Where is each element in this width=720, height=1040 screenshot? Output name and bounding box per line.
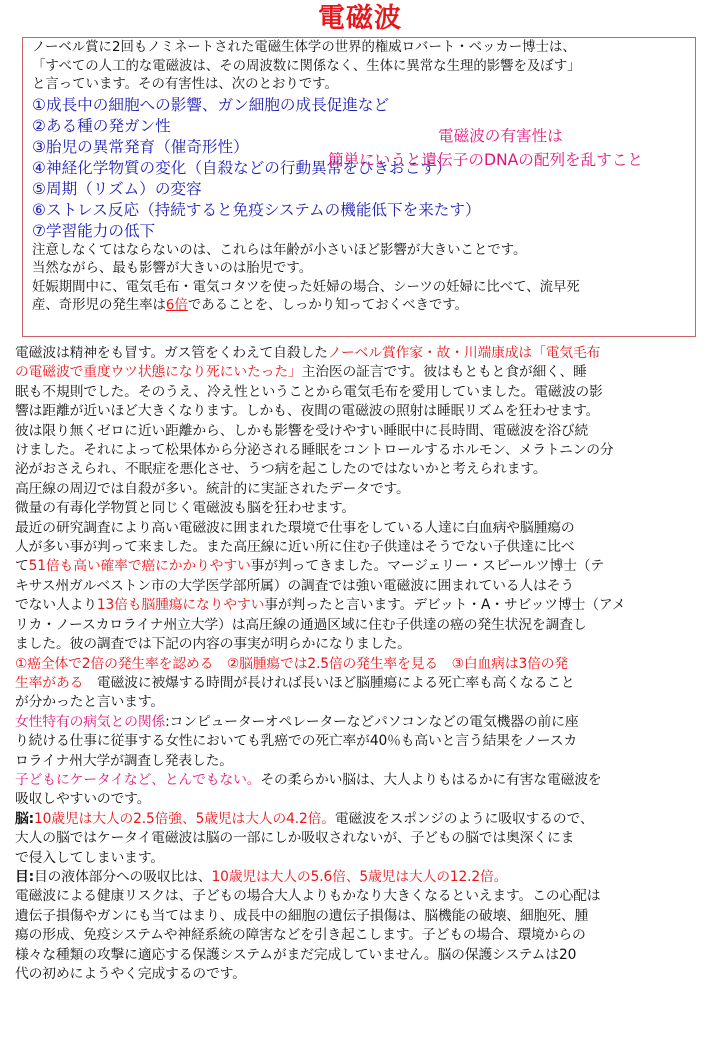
body-line: 彼は限り無くゼロに近い距離から、しかも影響を受けやすい睡眠中に長時間、電磁波を浴び続: [15, 422, 589, 439]
body-line: [15, 713, 713, 732]
body-text: その柔らかい脳は、大人よりもはるかに有害な電磁波を: [260, 771, 602, 788]
body-line: 高圧線の周辺では自殺が多い。統計的に実証されたデータです。: [15, 480, 410, 497]
body-line: 最近の研究調査により高い電磁波に囲まれた環境で仕事をしている人達に白血病や脳腫瘍の: [15, 519, 575, 536]
highlight-text: 10歳児は大人の2.5倍強、5歳児は大人の4.2倍。: [34, 810, 335, 827]
article-body: [15, 344, 713, 984]
body-line: で侵入してしまいます。: [15, 849, 165, 866]
section-heading: 女性特有の病気との関係: [15, 713, 166, 730]
body-line: が分かったと言います。: [15, 694, 165, 711]
body-line: 代の初めにようやく完成するのです。: [15, 966, 246, 982]
pregnancy-text: 産、奇形児の発生率は: [32, 298, 166, 313]
body-line: 微量の有毒化学物質と同じく電磁波も脳を狂わせます。: [15, 500, 356, 517]
body-line: 瘍の形成、免疫システムや神経系統の障害などを引き起こします。子どもの場合、環境からの: [15, 927, 586, 944]
intro-line: ノーベル賞に2回もノミネートされた電磁生体学の世界的権威ロバート・ベッカー博士は、: [32, 40, 576, 55]
body-line: 眠も不規則でした。そのうえ、冷え性ということから電気毛布を愛用していました。電磁波の影: [15, 383, 603, 400]
body-text: 主治医の証言です。彼はもともと食が細く、睡: [301, 364, 587, 381]
body-line: [15, 363, 713, 382]
body-line: けました。それによって松果体から分泌される睡眠をコントロールするホルモン、メラトニンの分: [15, 442, 614, 459]
intro-line: と言っています。その有害性は、次のとおりです。: [32, 77, 338, 92]
highlight-text: ノーベル賞作家・故・川端康成は「電気毛布: [327, 345, 601, 361]
section-label: 目:: [15, 868, 35, 885]
highlight-text: 10歳児は大人の5.6倍、5歳児は大人の12.2倍。: [211, 868, 508, 885]
body-text: 事が判ってきました。マージェリー・スピールツ博士（テ: [250, 558, 605, 575]
body-line: 大人の脳ではケータイ電磁波は脳の一部にしか吸収されないが、子どもの脳では奥深くにま: [15, 830, 575, 847]
body-line: [15, 868, 713, 887]
findings-line: ①癌全体で2倍の発生率を認める ②脳腫瘍では2.5倍の発生率を見る ③白血病は3倍の発: [15, 655, 569, 672]
harm-note-line1: 電磁波の有害性は: [438, 127, 563, 145]
body-line: [15, 344, 713, 363]
intro-line: 「すべての人工的な電磁波は、その周波数に関係なく、生体に異常な生理的影響を及ぼす」: [32, 58, 581, 74]
pregnancy-line: [32, 297, 687, 316]
page-title: 電磁波: [318, 3, 402, 34]
section-label: 脳:: [15, 810, 35, 827]
body-line: 響は距離が近いほど大きくなります。しかも、夜間の電磁波の照射は睡眠リズムを狂わせます。: [15, 403, 600, 420]
body-text: 事が判ったと言います。デビット・A・サビッツ博士（アメ: [264, 597, 626, 614]
body-text: でない人より: [15, 597, 97, 614]
body-line: [15, 674, 713, 693]
highlight-text: 51倍も高い確率で癌にかかりやすい: [28, 558, 251, 575]
harm-item: ②ある種の発ガン性: [32, 116, 171, 135]
harm-item: ③胎児の異常発育（催奇形性）: [32, 137, 249, 156]
harm-item: ④神経化学物質の変化（自殺などの行動異常をひきおこす）: [32, 158, 452, 177]
body-line: リカ・ノースカロライナ州立大学）は高圧線の通過区域に住む子供達の癌の発生状況を調査し: [15, 616, 587, 633]
body-line: ロライナ州大学が調査し発表した。: [15, 752, 233, 769]
body-line: 遺伝子損傷やガンにも当てはまり、成長中の細胞の遺伝子損傷は、脳機能の破壊、細胞死、腫: [15, 907, 589, 924]
body-line: 人が多い事が判って来ました。また高圧線に近い所に住む子供達はそうでない子供達に比べ: [15, 539, 575, 556]
summary-box: [22, 37, 696, 337]
body-line: [15, 771, 713, 790]
body-line: 吸収しやすいのです。: [15, 791, 151, 808]
highlight-text: の電磁波で重度ウツ状態になり死にいたった」: [15, 364, 302, 381]
body-line: 泌がおさえられ、不眠症を悪化させ、うつ病を起こしたのではないかと考えられます。: [15, 461, 547, 478]
pregnancy-text: であることを、しっかり知っておくべきです。: [187, 298, 468, 313]
body-text: 電磁波に被爆する時間が長ければ長いほど脳腫瘍による死亡率も高くなること: [83, 674, 575, 691]
harm-item: ⑤周期（リズム）の変容: [32, 179, 202, 198]
section-heading: 子どもにケータイなど、とんでもない。: [15, 771, 261, 788]
highlight-text: 生率がある: [15, 674, 84, 691]
body-text: 電磁波をスポンジのように吸収するので、: [334, 810, 594, 827]
highlight-text: 13倍も脳腫瘍になりやすい: [96, 597, 265, 614]
body-line: [15, 596, 713, 615]
body-text: :コンピューターオペレーターなどパソコンなどの電気機器の前に座: [165, 713, 579, 730]
harm-note-line2: 簡単にいうと遺伝子のDNAの配列を乱すこと: [328, 151, 644, 169]
body-line: キサス州ガルベストン市の大学医学部所属）の調査では強い電磁波に囲まれている人はそう: [15, 577, 574, 594]
harm-item: ⑦学習能力の低下: [32, 221, 156, 240]
body-line: [15, 810, 713, 829]
body-line: り続ける仕事に従事する女性においても乳癌での死亡率が40％も高いと言う結果をノースカ: [15, 733, 578, 750]
body-text: て: [15, 558, 29, 575]
body-text: 目の液体部分への吸収比は、: [34, 868, 212, 885]
harm-item: ⑥ストレス反応（持続すると免疫システムの機能低下を来たす）: [32, 200, 481, 219]
body-line: 電磁波による健康リスクは、子どもの場合大人よりもかなり大きくなるといえます。この心配は: [15, 888, 601, 905]
body-line: 様々な種類の攻撃に適応する保護システムがまだ完成していません。脳の保護システムは20: [15, 946, 577, 963]
caution-line: 当然ながら、最も影響が大きいのは胎児です。: [32, 261, 313, 276]
caution-line: 注意しなくてはならないのは、これらは年齢が小さいほど影響が大きいことです。: [32, 242, 527, 258]
body-text: 電磁波は精神をも冒す。ガス管をくわえて自殺した: [15, 345, 328, 361]
harm-item: ①成長中の細胞への影響、ガン細胞の成長促進など: [32, 95, 390, 114]
body-line: [15, 557, 713, 576]
pregnancy-line: 妊娠期間中に、電気毛布・電気コタツを使った妊婦の場合、シーツの妊婦に比べて、流早死: [32, 279, 580, 295]
body-line: ました。彼の調査では下記の内容の事実が明らかになりました。: [15, 636, 411, 653]
six-times-highlight: 6倍: [165, 298, 188, 313]
